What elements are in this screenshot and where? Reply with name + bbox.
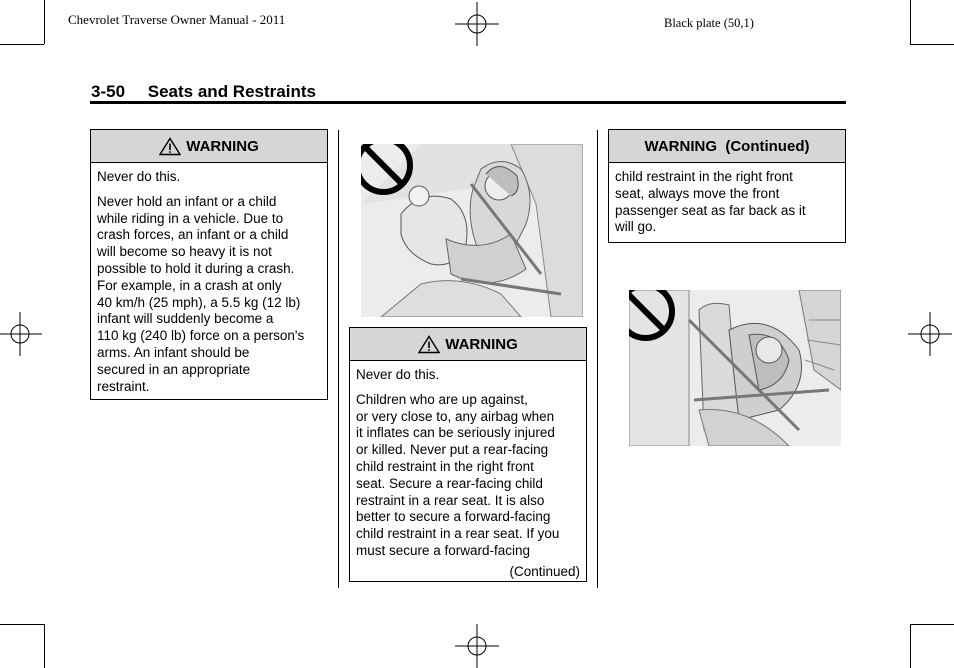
text-line: 40 km/h (25 mph), a 5.5 kg (12 lb) — [97, 294, 301, 310]
text-line: arms. An infant should be — [97, 344, 250, 360]
text-line: child restraint in the right front — [356, 458, 534, 474]
crop-mark — [910, 44, 954, 45]
continued-label: (Continued) — [509, 563, 580, 579]
crop-mark — [44, 0, 45, 44]
warning-intro: Never do this. — [97, 169, 181, 184]
warning-title: WARNING — [445, 335, 518, 353]
column-divider — [597, 130, 598, 588]
text-line: will go. — [615, 219, 657, 235]
column-divider — [338, 130, 339, 588]
registration-mark-icon — [0, 312, 42, 356]
text-line: crash forces, an infant or a child — [97, 227, 289, 243]
text-line: For example, in a crash at only — [97, 277, 282, 293]
text-line: or killed. Never put a rear-facing — [356, 442, 549, 458]
warning-body — [609, 163, 845, 242]
section-title: Seats and Restraints — [147, 82, 316, 101]
warning-paragraph — [615, 169, 839, 236]
text-line: passenger seat as far back as it — [615, 202, 806, 218]
warning-header — [91, 130, 327, 163]
warning-box-2 — [349, 327, 587, 582]
text-line: better to secure a forward-facing — [356, 509, 551, 525]
section-heading — [91, 82, 316, 102]
crop-mark — [44, 624, 45, 668]
warning-paragraph — [356, 392, 580, 560]
manual-title: Chevrolet Traverse Owner Manual - 2011 — [68, 12, 286, 27]
warning-body — [350, 361, 586, 587]
warning-header — [350, 328, 586, 361]
plate-label: Black plate (50,1) — [664, 16, 754, 30]
text-line: restraint in a rear seat. It is also — [356, 492, 545, 508]
warning-header — [609, 130, 845, 163]
section-rule — [90, 101, 846, 104]
text-line: Children who are up against, — [356, 391, 528, 407]
crop-mark — [910, 0, 911, 44]
text-line: child restraint in the right front — [615, 169, 793, 184]
text-line: child restraint in a rear seat. If you — [356, 526, 560, 542]
registration-mark-icon — [908, 312, 952, 356]
warning-paragraph — [97, 194, 321, 396]
text-line: 110 kg (240 lb) force on a person's — [97, 328, 305, 344]
text-line: must secure a forward-facing — [356, 542, 531, 558]
warning-intro: Never do this. — [356, 367, 440, 382]
text-line: or very close to, any airbag when — [356, 408, 555, 424]
text-line: infant will suddenly become a — [97, 311, 274, 327]
illustration-rear-facing-seat — [629, 290, 841, 446]
warning-body — [91, 163, 327, 401]
text-line: will become so heavy it is not — [97, 244, 272, 260]
text-line: seat. Secure a rear-facing child — [356, 475, 543, 491]
text-line: it inflates can be seriously injured — [356, 425, 555, 441]
text-line: Never hold an infant or a child — [97, 193, 277, 209]
page-number: 3-50 — [91, 82, 126, 101]
warning-title: WARNING — [186, 137, 259, 155]
text-line: secured in an appropriate — [97, 361, 251, 377]
warning-box-3 — [608, 129, 846, 243]
warning-triangle-icon — [418, 335, 440, 354]
crop-mark — [0, 624, 44, 625]
text-line: while riding in a vehicle. Due to — [97, 210, 284, 226]
prohibited-icon — [629, 290, 677, 343]
crop-mark — [0, 44, 44, 45]
text-line: possible to hold it during a crash. — [97, 260, 295, 276]
prohibited-icon — [361, 144, 415, 197]
illustration-infant-lap — [361, 144, 583, 317]
warning-box-1 — [90, 129, 328, 400]
warning-title: WARNING (Continued) — [644, 137, 810, 155]
registration-mark-icon — [455, 624, 499, 668]
text-line: restraint. — [97, 378, 150, 394]
warning-triangle-icon — [159, 137, 181, 156]
crop-mark — [910, 624, 954, 625]
registration-mark-icon — [455, 2, 499, 46]
text-line: seat, always move the front — [615, 185, 780, 201]
crop-mark — [910, 624, 911, 668]
